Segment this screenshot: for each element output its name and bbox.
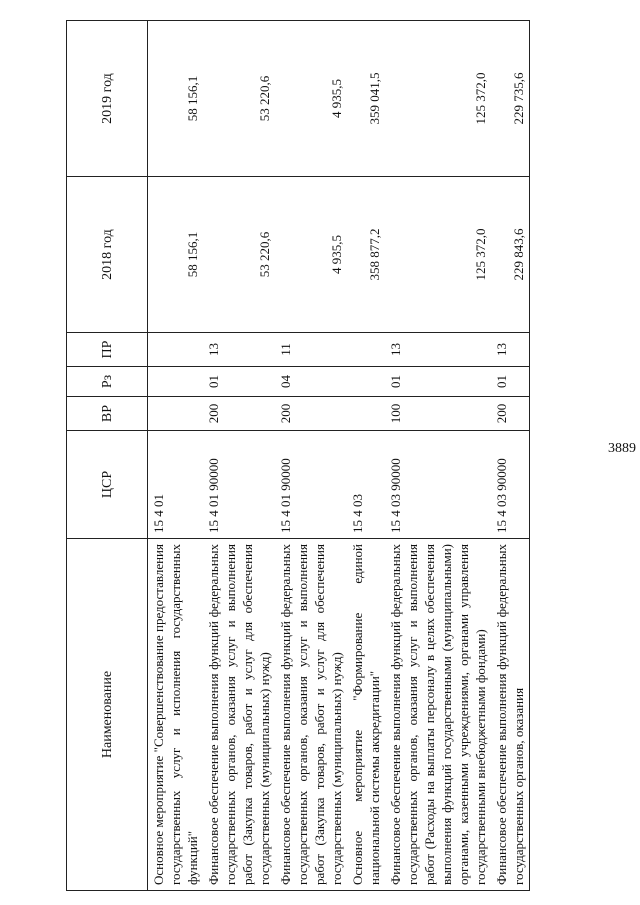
cell-rz: 01 — [203, 367, 275, 397]
table-row — [491, 21, 530, 891]
cell-rz: 01 — [385, 367, 491, 397]
cell-csr: 15 4 01 90000 — [203, 431, 275, 539]
cell-name: Финансовое обеспечение выполнения функций федеральных государственных органов, оказания услуг и выполнения работ (Закупка товаров, работ и услуг для обеспечения государственных (муниципальных) нужд) — [203, 539, 275, 891]
table-row — [275, 21, 347, 891]
cell-2018: 229 843,6 — [491, 177, 530, 333]
cell-2019: 125 372,0 — [385, 21, 491, 177]
cell-2019: 58 156,1 — [148, 21, 204, 177]
cell-pr: 13 — [203, 333, 275, 367]
header-rz: Рз — [67, 367, 148, 397]
table-row — [385, 21, 491, 891]
cell-name: Финансовое обеспечение выполнения функций федеральных государственных органов, оказания услуг и выполнения работ (Закупка товаров, работ и услуг для обеспечения государственных (муниципальных) нужд) — [275, 539, 347, 891]
table-row — [148, 21, 204, 891]
cell-name: Финансовое обеспечение выполнения функций федеральных государственных органов, оказания услуг и выполнения работ (Расходы на выплаты персоналу в целях обеспечения выполнения функций государственными (муниципальными) органами, казенными учреждениями, органами управления государственными внебюджетными фондами) — [385, 539, 491, 891]
cell-rz: 04 — [275, 367, 347, 397]
cell-csr: 15 4 01 90000 — [275, 431, 347, 539]
cell-pr — [347, 333, 385, 367]
header-csr: ЦСР — [67, 431, 148, 539]
cell-name: Основное мероприятие "Формирование единой национальной системы аккредитации" — [347, 539, 385, 891]
cell-pr: 11 — [275, 333, 347, 367]
cell-csr: 15 4 03 90000 — [385, 431, 491, 539]
cell-2019: 229 735,6 — [491, 21, 530, 177]
cell-2018: 58 156,1 — [148, 177, 204, 333]
cell-rz — [347, 367, 385, 397]
cell-vr: 200 — [275, 397, 347, 431]
page-number: 3889 — [608, 441, 636, 456]
header-vr: ВР — [67, 397, 148, 431]
cell-rz: 01 — [491, 367, 530, 397]
header-name: Наименование — [67, 539, 148, 891]
cell-rz — [148, 367, 204, 397]
cell-name: Финансовое обеспечение выполнения функций федеральных государственных органов, оказания — [491, 539, 530, 891]
cell-2019: 4 935,5 — [275, 21, 347, 177]
table-row — [203, 21, 275, 891]
cell-vr: 100 — [385, 397, 491, 431]
table-header-row — [67, 21, 148, 891]
cell-pr: 13 — [385, 333, 491, 367]
cell-2018: 358 877,2 — [347, 177, 385, 333]
header-2018: 2018 год — [67, 177, 148, 333]
cell-csr: 15 4 03 90000 — [491, 431, 530, 539]
cell-2018: 4 935,5 — [275, 177, 347, 333]
cell-csr: 15 4 01 — [148, 431, 204, 539]
cell-2019: 53 220,6 — [203, 21, 275, 177]
cell-2018: 125 372,0 — [385, 177, 491, 333]
cell-csr: 15 4 03 — [347, 431, 385, 539]
cell-2019: 359 041,5 — [347, 21, 385, 177]
cell-vr — [148, 397, 204, 431]
budget-table — [66, 20, 530, 891]
table-row — [347, 21, 385, 891]
cell-pr: 13 — [491, 333, 530, 367]
cell-vr: 200 — [203, 397, 275, 431]
cell-pr — [148, 333, 204, 367]
header-2019: 2019 год — [67, 21, 148, 177]
cell-2018: 53 220,6 — [203, 177, 275, 333]
cell-vr — [347, 397, 385, 431]
cell-vr: 200 — [491, 397, 530, 431]
header-pr: ПР — [67, 333, 148, 367]
cell-name: Основное мероприятие "Совершенствование предоставления государственных услуг и исполнения государственных функций" — [148, 539, 204, 891]
